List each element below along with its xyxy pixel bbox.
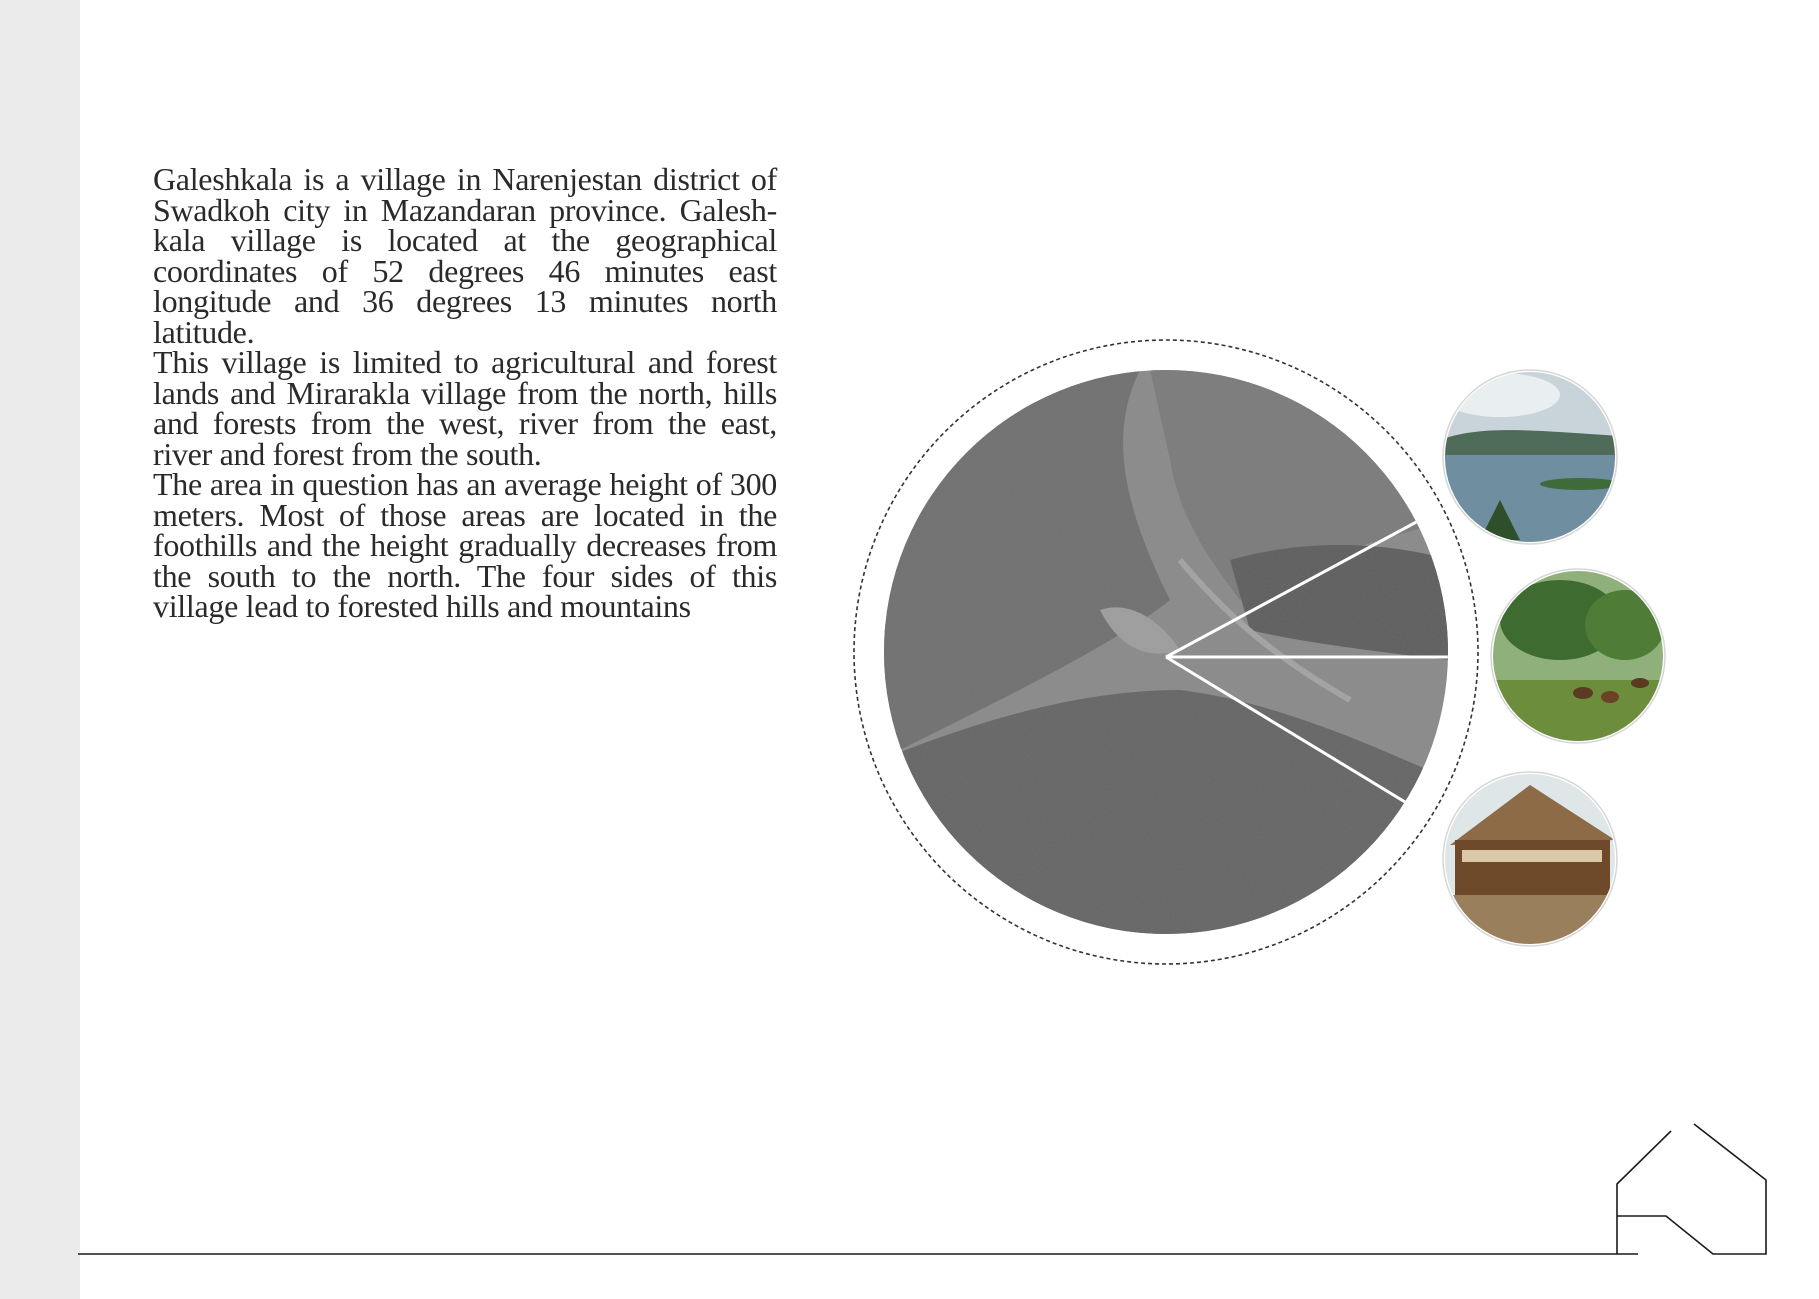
paragraph-boundaries: This village is limited to agricultural and forest lands and Mirarakla village from the north, hills and forests from the west, river from the east, river and forest from the south. [153,344,777,472]
aerial-map-image [880,370,1450,940]
house-outline-icon [1617,1124,1766,1254]
forest-horses-photo [1490,570,1670,750]
paragraph-elevation: The area in question has an average height of 300 meters. Most of those areas are located in the foothills and the height gradually decreases from the south to the north. The four sides of this village lead to forested hills and mountains [153,466,777,624]
traditional-house-photo [1440,770,1620,950]
paragraph-location: Galeshkala is a village in Narenjestan district of Swadkoh city in Mazandaran province. Galesh-kala village is located at the geographical coordinates of 52 degrees 46 minutes east longitude and 36 degrees 13 minutes north latitude. [153,161,777,350]
